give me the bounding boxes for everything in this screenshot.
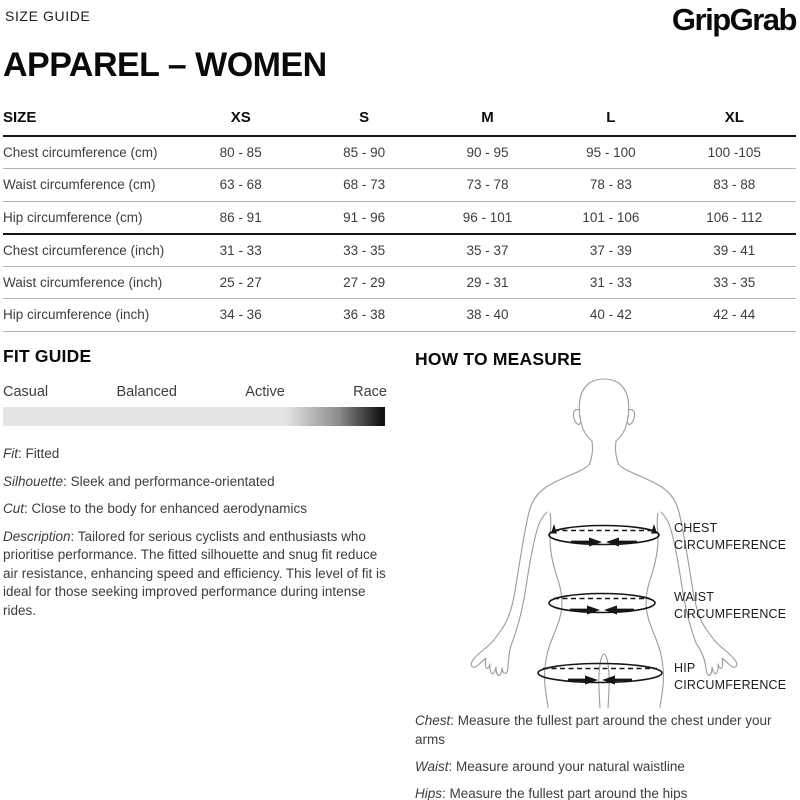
separator: : [442, 785, 450, 800]
separator: : [448, 758, 457, 774]
separator: : [18, 446, 26, 461]
fit-guide-section [3, 346, 387, 629]
column-header-xl: XL [673, 103, 796, 136]
attribute-text: Close to the body for enhanced aerodynamics [31, 501, 307, 516]
instruction-term: Chest [415, 713, 451, 728]
table-row-waist-cm [3, 169, 796, 202]
gripgrab-logo: GripGrab [671, 2, 796, 37]
cell-value: 63 - 68 [179, 169, 302, 202]
measure-instructions [415, 712, 793, 800]
fit-attributes [3, 445, 387, 620]
measurement-diagram [440, 372, 790, 708]
cell-value: 33 - 35 [302, 234, 425, 267]
fit-attribute-fit [3, 445, 387, 464]
attribute-text: Fitted [25, 446, 60, 461]
fit-scale-labels [3, 384, 387, 400]
hip-circumference-label: HIP [674, 661, 696, 675]
separator: : [24, 501, 32, 516]
row-label: Chest circumference (inch) [3, 234, 179, 267]
cell-value: 83 - 88 [673, 169, 796, 202]
fit-scale-label-casual: Casual [3, 384, 49, 400]
size-table-header-row [3, 103, 796, 136]
cell-value: 90 - 95 [426, 136, 549, 169]
attribute-term: Silhouette [3, 473, 64, 489]
cell-value: 39 - 41 [673, 234, 796, 267]
page-eyebrow: SIZE GUIDE [5, 8, 91, 24]
instruction-text: Measure the fullest part around the chest under your arms [415, 713, 772, 747]
row-label: Waist circumference (inch) [3, 266, 179, 299]
cell-value: 27 - 29 [302, 266, 425, 299]
body-outline-figure [440, 372, 790, 708]
row-label: Hip circumference (inch) [3, 299, 179, 332]
fit-scale-label-active: Active [245, 384, 285, 400]
attribute-term: Fit [3, 446, 18, 461]
attribute-term: Cut [3, 501, 25, 516]
size-table [3, 103, 796, 332]
fit-gradient-bar [3, 407, 385, 426]
attribute-text: Sleek and performance-orientated [70, 473, 275, 489]
chest-circumference-label-line2: CIRCUMFERENCE [674, 538, 787, 552]
fit-attribute-cut [3, 500, 387, 519]
cell-value: 34 - 36 [179, 299, 302, 332]
table-row-hip-cm [3, 201, 796, 234]
cell-value: 91 - 96 [302, 201, 425, 234]
instruction-hips [415, 785, 793, 800]
fit-attribute-description [3, 528, 387, 621]
column-header-size: SIZE [3, 103, 179, 136]
cell-value: 100 -105 [673, 136, 796, 169]
cell-value: 86 - 91 [179, 201, 302, 234]
cell-value: 42 - 44 [673, 299, 796, 332]
fit-scale-label-balanced: Balanced [116, 384, 177, 400]
cell-value: 73 - 78 [426, 169, 549, 202]
table-row-chest-inch [3, 234, 796, 267]
cell-value: 68 - 73 [302, 169, 425, 202]
hip-circumference-label-line2: CIRCUMFERENCE [674, 678, 787, 692]
cell-value: 78 - 83 [549, 169, 672, 202]
column-header-s: S [302, 103, 425, 136]
cell-value: 37 - 39 [549, 234, 672, 267]
row-label: Chest circumference (cm) [3, 136, 179, 169]
cell-value: 96 - 101 [426, 201, 549, 234]
column-header-xs: XS [179, 103, 302, 136]
separator: : [63, 473, 71, 489]
separator: : [70, 528, 78, 544]
fit-scale-label-race: Race [353, 384, 387, 400]
row-label: Hip circumference (cm) [3, 201, 179, 234]
cell-value: 36 - 38 [302, 299, 425, 332]
instruction-text: Measure around your natural waistline [456, 758, 685, 774]
waist-tape [549, 594, 655, 615]
attribute-text: Tailored for serious cyclists and enthusiasts who prioritise performance. The fitted silhouette and snug fit reduce air resistance, enhancing speed and efficiency. This level of fit is ideal for those seeking improved performance during intense rides. [3, 528, 386, 618]
column-header-m: M [426, 103, 549, 136]
table-row-hip-inch [3, 299, 796, 332]
instruction-waist [415, 758, 793, 777]
table-row-waist-inch [3, 266, 796, 299]
fit-guide-heading: FIT GUIDE [3, 346, 92, 366]
instruction-term: Hips [415, 785, 443, 800]
fit-attribute-silhouette [3, 473, 387, 492]
instruction-text: Measure the fullest part around the hips [449, 785, 688, 800]
cell-value: 33 - 35 [673, 266, 796, 299]
cell-value: 38 - 40 [426, 299, 549, 332]
waist-circumference-label-line2: CIRCUMFERENCE [674, 607, 787, 621]
row-label: Waist circumference (cm) [3, 169, 179, 202]
how-to-measure-heading: HOW TO MEASURE [415, 349, 582, 369]
cell-value: 35 - 37 [426, 234, 549, 267]
cell-value: 40 - 42 [549, 299, 672, 332]
instruction-chest [415, 712, 793, 749]
chest-tape [549, 524, 659, 547]
page-title: APPAREL – WOMEN [3, 46, 327, 84]
measurement-tapes [538, 524, 662, 685]
cell-value: 31 - 33 [549, 266, 672, 299]
cell-value: 101 - 106 [549, 201, 672, 234]
cell-value: 85 - 90 [302, 136, 425, 169]
cell-value: 25 - 27 [179, 266, 302, 299]
waist-circumference-label: WAIST [674, 590, 715, 604]
chest-circumference-label: CHEST [674, 521, 718, 535]
cell-value: 106 - 112 [673, 201, 796, 234]
attribute-term: Description [3, 528, 71, 544]
column-header-l: L [549, 103, 672, 136]
cell-value: 31 - 33 [179, 234, 302, 267]
instruction-term: Waist [415, 758, 449, 774]
cell-value: 80 - 85 [179, 136, 302, 169]
separator: : [450, 713, 458, 728]
table-row-chest-cm [3, 136, 796, 169]
cell-value: 95 - 100 [549, 136, 672, 169]
cell-value: 29 - 31 [426, 266, 549, 299]
